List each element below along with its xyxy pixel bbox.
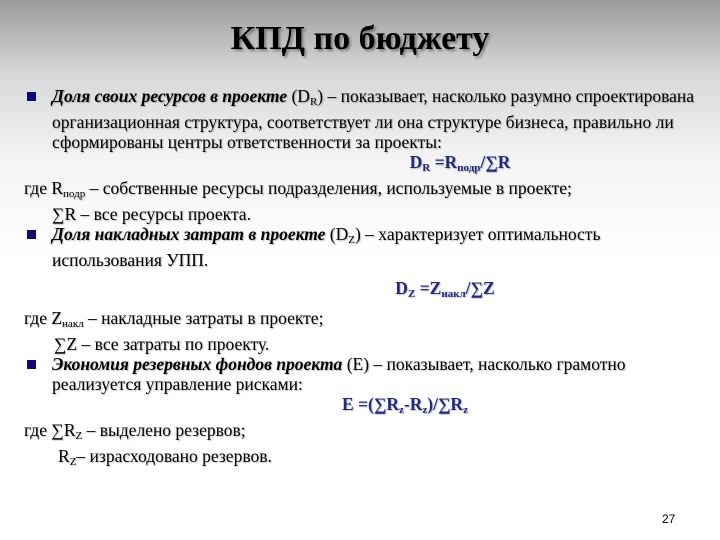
formula-dr: $D_R =R_{подр}/\sum R$ <box>409 152 511 174</box>
bullet-text: (E) – показывает, насколько грамотно реализуется управление рисками: <box>52 354 626 394</box>
where-rpodr: где $R_{подр}$ – собственные ресурсы подразделения, используемые в проекте; <box>24 178 572 200</box>
bullet-text: ) – показывает, насколько разумно спроектирована организационная структура, соответствует ли она структуре бизнеса, правильно ли сформированы центры ответственности за проекты: <box>52 86 695 152</box>
bullet-text: ) – характеризует оптимальность использования УПП. <box>52 224 601 270</box>
term-overhead-share: Доля накладных затрат в проекте <box>52 224 326 244</box>
term-reserve-economy: Экономия резервных фондов проекта <box>52 354 343 374</box>
where-sum-z: ∑Z – все затраты по проекту. <box>54 334 270 354</box>
square-bullet-icon <box>27 360 36 369</box>
bullet-own-resources: Доля своих ресурсов в проекте $(D_R)$ – показывает, насколько разумно спроектирована организационная структура, соответствует ли она структуре бизнеса, правильно ли сформированы центры ответственности за проекты: <box>24 86 696 152</box>
where-rz: $R_Z-$ израсходовано резервов. <box>58 446 272 468</box>
square-bullet-icon <box>27 92 36 101</box>
page-number: 27 <box>662 512 676 526</box>
square-bullet-icon <box>27 230 36 239</box>
slide-title: КПД по бюджету <box>230 20 490 57</box>
where-znakl: где $Z_{накл}$ – накладные затраты в проекте; <box>24 308 324 330</box>
formula-e: $E =(\sum R_z-R_z)/\sum R_z$ <box>342 394 468 416</box>
bullet-overhead-share: Доля накладных затрат в проекте $(D_Z)$ – характеризует оптимальность использования УПП. <box>24 224 696 270</box>
where-sum-rz: где $\sum R_Z$ – выделено резервов; <box>24 420 246 442</box>
term-own-resources: Доля своих ресурсов в проекте <box>52 86 288 106</box>
slide-content <box>24 86 696 472</box>
formula-dz: $D_Z =Z_{накл}/\sum Z$ <box>395 278 495 300</box>
bullet-reserve-economy <box>24 354 696 394</box>
where-sum-r: ∑R – все ресурсы проекта. <box>52 204 251 224</box>
